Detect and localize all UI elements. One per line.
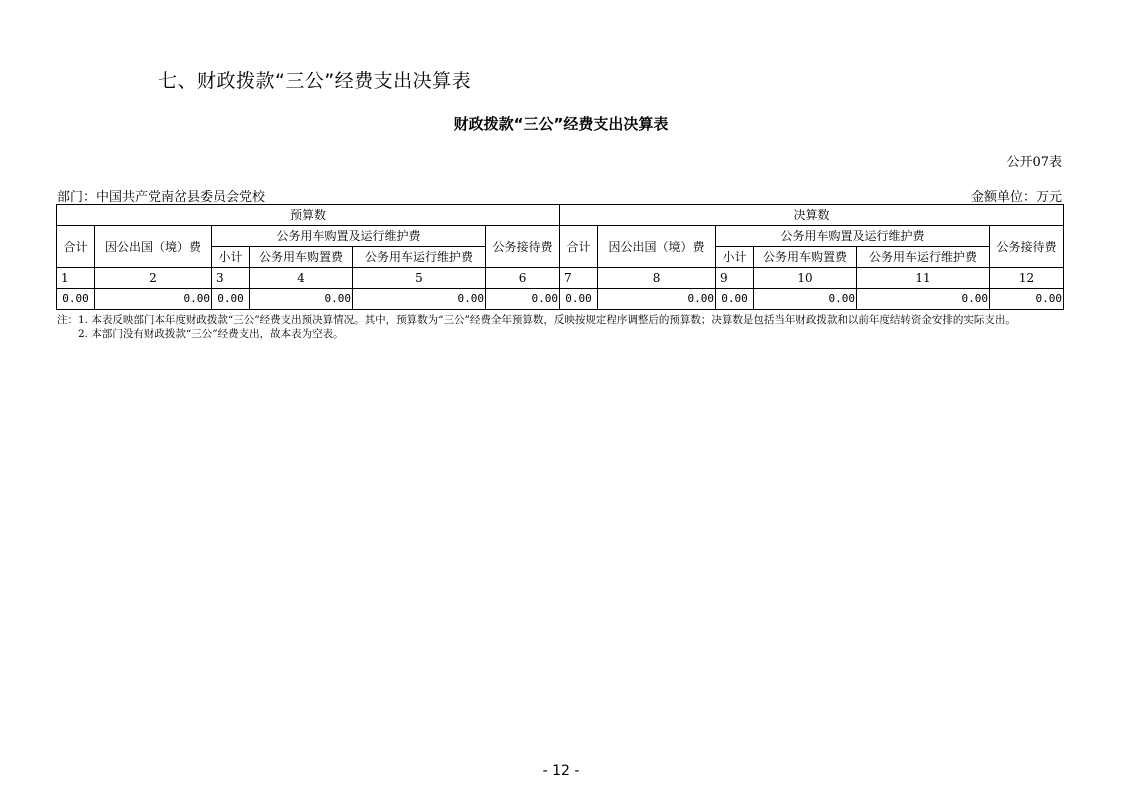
value-cell: 0.00 xyxy=(212,289,250,310)
value-cell: 0.00 xyxy=(250,289,353,310)
index-cell: 3 xyxy=(212,268,250,289)
index-cell: 6 xyxy=(486,268,560,289)
value-row xyxy=(57,289,1064,310)
three-public-expenses-table xyxy=(56,204,1064,310)
value-cell: 0.00 xyxy=(57,289,95,310)
amount-unit-label: 金额单位：万元 xyxy=(970,190,1062,205)
index-cell: 4 xyxy=(250,268,353,289)
header-budget-vehicle-group: 公务用车购置及运行维护费 xyxy=(212,226,486,247)
value-cell: 0.00 xyxy=(754,289,857,310)
header-final-total: 合计 xyxy=(560,226,598,268)
table-notes xyxy=(57,314,1065,341)
header-budget-abroad: 因公出国（境）费 xyxy=(95,226,212,268)
column-index-row xyxy=(57,268,1064,289)
header-budget: 预算数 xyxy=(57,205,560,226)
header-final-reception: 公务接待费 xyxy=(990,226,1064,268)
index-cell: 2 xyxy=(95,268,212,289)
header-final-vehicle-group: 公务用车购置及运行维护费 xyxy=(716,226,990,247)
header-budget-reception: 公务接待费 xyxy=(486,226,560,268)
value-cell: 0.00 xyxy=(990,289,1064,310)
value-cell: 0.00 xyxy=(716,289,754,310)
value-cell: 0.00 xyxy=(353,289,486,310)
index-cell: 12 xyxy=(990,268,1064,289)
section-title: 七、财政拨款“三公”经费支出决算表 xyxy=(158,70,472,92)
header-final: 决算数 xyxy=(560,205,1064,226)
header-row-columns xyxy=(57,226,1064,247)
table-title: 财政拨款“三公”经费支出决算表 xyxy=(453,115,669,133)
note-1: 注：1. 本表反映部门本年度财政拨款“三公”经费支出预决算情况。其中，预算数为“三公”经费全年预算数，反映按规定程序调整后的预算数；决算数是包括当年财政拨款和以前年度结转资金安排的实际支出。 xyxy=(57,314,1016,326)
index-cell: 5 xyxy=(353,268,486,289)
value-cell: 0.00 xyxy=(598,289,716,310)
index-cell: 10 xyxy=(754,268,857,289)
header-budget-subtotal: 小计 xyxy=(212,247,250,268)
header-budget-vehicle-operation: 公务用车运行维护费 xyxy=(353,247,486,268)
index-cell: 8 xyxy=(598,268,716,289)
index-cell: 9 xyxy=(716,268,754,289)
value-cell: 0.00 xyxy=(857,289,990,310)
index-cell: 7 xyxy=(560,268,598,289)
header-budget-total: 合计 xyxy=(57,226,95,268)
index-cell: 1 xyxy=(57,268,95,289)
header-budget-vehicle-purchase: 公务用车购置费 xyxy=(250,247,353,268)
header-final-vehicle-purchase: 公务用车购置费 xyxy=(754,247,857,268)
value-cell: 0.00 xyxy=(95,289,212,310)
value-cell: 0.00 xyxy=(486,289,560,310)
department-label: 部门：中国共产党南岔县委员会党校 xyxy=(57,190,266,205)
header-final-vehicle-operation: 公务用车运行维护费 xyxy=(857,247,990,268)
header-final-subtotal: 小计 xyxy=(716,247,754,268)
page-number: - 12 - xyxy=(542,763,580,779)
index-cell: 11 xyxy=(857,268,990,289)
header-row-groups xyxy=(57,205,1064,226)
header-final-abroad: 因公出国（境）费 xyxy=(598,226,716,268)
note-2: 2. 本部门没有财政拨款“三公”经费支出，故本表为空表。 xyxy=(78,327,344,340)
form-code: 公开07表 xyxy=(1006,155,1062,170)
value-cell: 0.00 xyxy=(560,289,598,310)
